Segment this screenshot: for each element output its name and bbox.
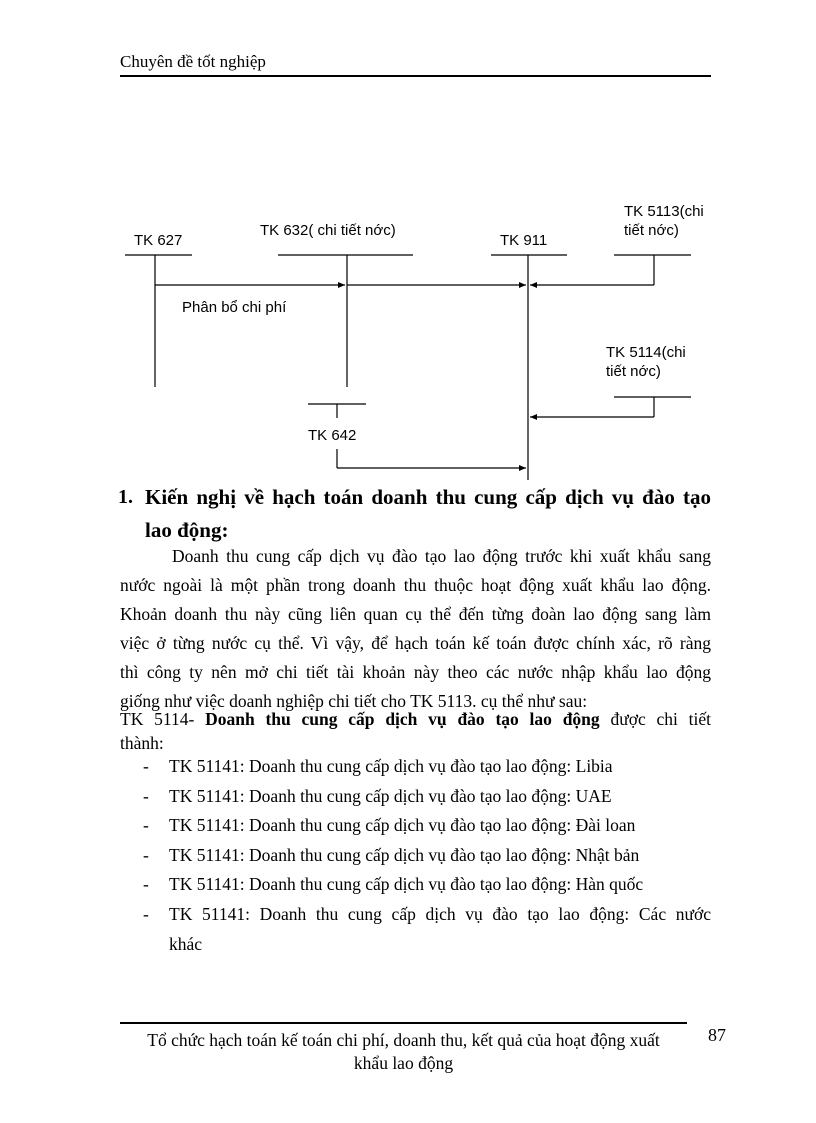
label-tk5114-line1: TK 5114(chi [606, 344, 686, 361]
account-detail-line [120, 709, 711, 730]
label-tk911: TK 911 [500, 232, 548, 249]
label-tk627: TK 627 [134, 232, 183, 249]
label-allocation: Phân bổ chi phí [182, 299, 287, 316]
bullet-dash: - [143, 903, 149, 924]
list-item: - TK 51141: Doanh thu cung cấp dịch vụ đào tạo lao động: Các nước khác [120, 900, 711, 959]
running-header: Chuyên đề tốt nghiệp [120, 52, 266, 71]
footer-line-1: Tổ chức hạch toán kế toán chi phí, doanh thu, kết quả của hoạt động xuất [147, 1030, 660, 1050]
account-name: Doanh thu cung cấp dịch vụ đào tạo lao động [205, 709, 600, 729]
label-tk632: TK 632( chi tiết nớc) [260, 222, 396, 239]
bullet-dash: - [143, 815, 149, 836]
paragraph-line: Doanh thu cung cấp dịch vụ đào tạo lao động trước khi xuất khẩu sang [172, 546, 711, 566]
paragraph-line: việc ở từng nước cụ thể. Vì vậy, để hạch toán kế toán được chính xác, rõ ràng [120, 633, 711, 653]
section-title-line-2: lao động: [145, 518, 229, 542]
bullet-dash: - [143, 844, 149, 865]
paragraph-line: giống như việc doanh nghiệp chi tiết cho TK 5113. cụ thể như sau: [120, 691, 588, 711]
paragraph-line: nước ngoài là một phần trong doanh thu thuộc hoạt động xuất khẩu lao động. [120, 575, 711, 595]
label-tk5114-line2: tiết nớc) [606, 363, 661, 380]
page-number: 87 [708, 1025, 726, 1045]
account-code: TK 5114- [120, 709, 195, 729]
footer-rule [120, 1022, 687, 1024]
t-account-diagram [0, 0, 816, 480]
label-tk642: TK 642 [308, 427, 357, 444]
bullet-dash: - [143, 874, 149, 895]
list-item: - TK 51141: Doanh thu cung cấp dịch vụ đào tạo lao động: Đài loan [120, 811, 711, 841]
running-footer [120, 1029, 687, 1075]
label-tk5113-line2: tiết nớc) [624, 222, 679, 239]
list-item: - TK 51141: Doanh thu cung cấp dịch vụ đào tạo lao động: Nhật bản [120, 841, 711, 871]
list-item: - TK 51141: Doanh thu cung cấp dịch vụ đào tạo lao động: Hàn quốc [120, 870, 711, 900]
account-suffix: được chi tiết [610, 709, 711, 729]
list-item: - TK 51141: Doanh thu cung cấp dịch vụ đào tạo lao động: UAE [120, 782, 711, 812]
list-item: - TK 51141: Doanh thu cung cấp dịch vụ đào tạo lao động: Libia [120, 752, 711, 782]
paragraph-line: thì công ty nên mở chi tiết tài khoản này theo các nước nhập khẩu lao động [120, 662, 711, 682]
section-number: 1. [118, 486, 133, 508]
footer-line-2: khẩu lao động [353, 1053, 454, 1073]
sub-account-list [120, 752, 711, 959]
bullet-dash: - [143, 756, 149, 776]
paragraph-line: Khoản doanh thu này cũng liên quan cụ thể đến từng đoàn lao động sang làm [120, 604, 711, 624]
section-title [145, 481, 711, 547]
bullet-dash: - [143, 785, 149, 806]
section-title-line-1: Kiến nghị về hạch toán doanh thu cung cấp dịch vụ đào tạo [145, 485, 711, 509]
label-tk5113-line1: TK 5113(chi [624, 203, 704, 220]
body-paragraph [120, 542, 711, 716]
account-detail-line-2: thành: [120, 733, 164, 753]
